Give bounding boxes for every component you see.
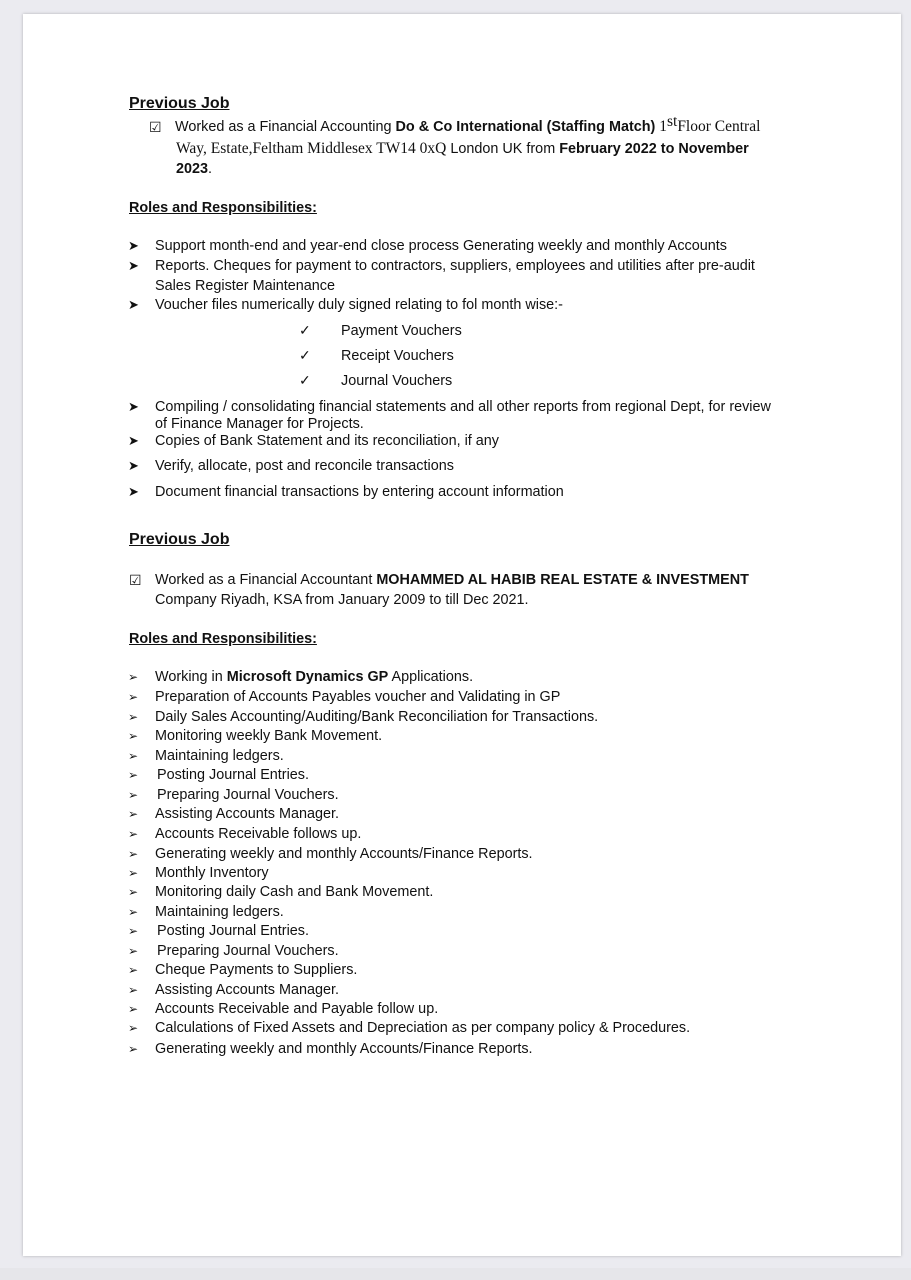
checkmark-icon: ✓	[299, 322, 311, 338]
arrow-bullet-icon: ➢	[128, 1002, 139, 1016]
list-item: Preparing Journal Vouchers.	[157, 943, 339, 959]
arrow-bullet-icon: ➢	[128, 905, 139, 919]
arrow-bullet-icon: ➤	[128, 258, 139, 273]
checkmark-icon: ✓	[299, 372, 311, 388]
list-item: Voucher files numerically duly signed relating to fol month wise:-	[155, 297, 563, 313]
next-page-edge	[0, 1268, 911, 1280]
arrow-bullet-icon: ➢	[128, 710, 139, 724]
arrow-bullet-icon: ➢	[128, 944, 139, 958]
arrow-bullet-icon: ➢	[128, 807, 139, 821]
voucher-item: Receipt Vouchers	[341, 348, 454, 364]
arrow-bullet-icon: ➢	[128, 924, 139, 938]
job2-intro-line2: Company Riyadh, KSA from January 2009 to till Dec 2021.	[155, 592, 529, 608]
checkbox-icon: ☑	[129, 572, 142, 588]
job2-roles-heading: Roles and Responsibilities:	[129, 631, 317, 647]
job1-intro-line3: 2023.	[176, 161, 213, 177]
arrow-bullet-icon: ➤	[128, 458, 139, 473]
arrow-bullet-icon: ➢	[128, 768, 139, 782]
list-item: Copies of Bank Statement and its reconciliation, if any	[155, 433, 499, 449]
arrow-bullet-icon: ➤	[128, 433, 139, 448]
job1-company: Do & Co International (Staffing Match)	[395, 119, 656, 135]
list-item: Monitoring weekly Bank Movement.	[155, 728, 383, 744]
voucher-item: Payment Vouchers	[341, 323, 462, 339]
arrow-bullet-icon: ➢	[128, 983, 139, 997]
arrow-bullet-icon: ➢	[128, 749, 139, 763]
job2-heading: Previous Job	[129, 531, 230, 548]
list-item: Accounts Receivable follows up.	[155, 826, 362, 842]
list-item: Generating weekly and monthly Accounts/Finance Reports.	[155, 846, 533, 862]
arrow-bullet-icon: ➢	[128, 885, 139, 899]
arrow-bullet-icon: ➤	[128, 399, 139, 414]
arrow-bullet-icon: ➢	[128, 1021, 139, 1035]
job1-roles-heading: Roles and Responsibilities:	[129, 200, 317, 216]
list-item: Monthly Inventory	[155, 865, 269, 881]
list-item: Assisting Accounts Manager.	[155, 982, 339, 998]
arrow-bullet-icon: ➢	[128, 1042, 139, 1056]
arrow-bullet-icon: ➢	[128, 729, 139, 743]
checkmark-icon: ✓	[299, 347, 311, 363]
list-item: Posting Journal Entries.	[157, 923, 309, 939]
job1-intro-line2: Way, Estate,Feltham Middlesex TW14 0xQ London UK from February 2022 to November	[176, 140, 749, 157]
arrow-bullet-icon: ➢	[128, 963, 139, 977]
list-item: Monitoring daily Cash and Bank Movement.	[155, 884, 434, 900]
list-item: Daily Sales Accounting/Auditing/Bank Reconciliation for Transactions.	[155, 709, 599, 725]
arrow-bullet-icon: ➤	[128, 484, 139, 499]
list-item: Preparing Journal Vouchers.	[157, 787, 339, 803]
job1-heading: Previous Job	[129, 95, 230, 112]
list-item: Document financial transactions by entering account information	[155, 484, 564, 500]
arrow-bullet-icon: ➢	[128, 827, 139, 841]
list-item: Verify, allocate, post and reconcile transactions	[155, 458, 454, 474]
checkbox-icon: ☑	[149, 119, 162, 135]
list-item: Accounts Receivable and Payable follow up.	[155, 1001, 439, 1017]
list-item: Generating weekly and monthly Accounts/Finance Reports.	[155, 1041, 533, 1057]
job2-company: MOHAMMED AL HABIB REAL ESTATE & INVESTMENT	[376, 572, 749, 588]
arrow-bullet-icon: ➢	[128, 690, 139, 704]
list-item: Preparation of Accounts Payables voucher and Validating in GP	[155, 689, 561, 705]
list-item: Working in Microsoft Dynamics GP Applications.	[155, 669, 474, 685]
job2-intro-line1: Worked as a Financial Accountant MOHAMMED AL HABIB REAL ESTATE & INVESTMENT	[155, 572, 749, 588]
list-item: Maintaining ledgers.	[155, 904, 284, 920]
list-item: Compiling / consolidating financial statements and all other reports from regional Dept, for review	[155, 399, 771, 415]
list-item: Support month-end and year-end close process Generating weekly and monthly Accounts	[155, 238, 727, 254]
arrow-bullet-icon: ➤	[128, 238, 139, 253]
list-item: Maintaining ledgers.	[155, 748, 284, 764]
arrow-bullet-icon: ➤	[128, 297, 139, 312]
list-item-continuation: Sales Register Maintenance	[155, 278, 335, 294]
list-item: Posting Journal Entries.	[157, 767, 309, 783]
arrow-bullet-icon: ➢	[128, 788, 139, 802]
voucher-item: Journal Vouchers	[341, 373, 453, 389]
list-item: Reports. Cheques for payment to contractors, suppliers, employees and utilities after pre-audit	[155, 258, 755, 274]
arrow-bullet-icon: ➢	[128, 847, 139, 861]
list-item: Calculations of Fixed Assets and Depreciation as per company policy & Procedures.	[155, 1020, 691, 1036]
arrow-bullet-icon: ➢	[128, 670, 139, 684]
list-item-continuation: of Finance Manager for Projects.	[155, 416, 364, 432]
job1-intro-line1: Worked as a Financial Accounting Do & Co International (Staffing Match) 1stFloor Central	[175, 113, 761, 135]
list-item: Cheque Payments to Suppliers.	[155, 962, 358, 978]
list-item: Assisting Accounts Manager.	[155, 806, 339, 822]
arrow-bullet-icon: ➢	[128, 866, 139, 880]
